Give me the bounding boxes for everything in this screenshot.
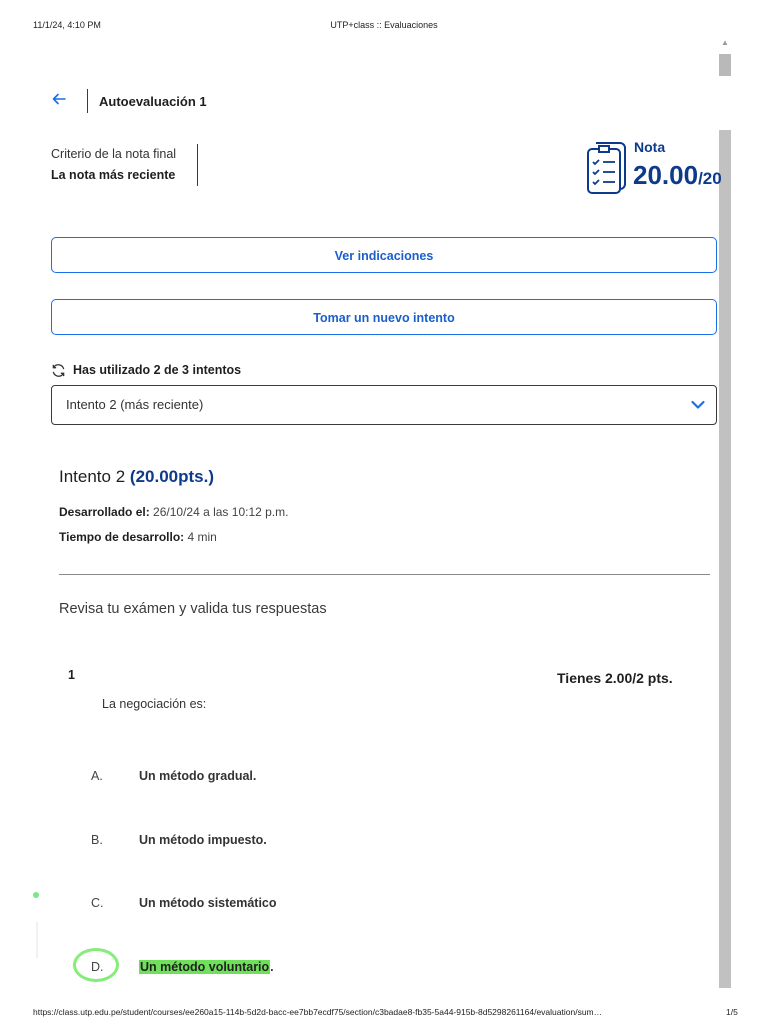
question-score: Tienes 2.00/2 pts. [557, 670, 673, 686]
print-page-title: UTP+class :: Evaluaciones [330, 20, 438, 30]
back-arrow-icon[interactable] [51, 91, 69, 109]
review-heading: Revisa tu exámen y valida tus respuestas [59, 601, 327, 617]
option-b-text: Un método impuesto. [139, 833, 267, 847]
print-datetime: 11/1/24, 4:10 PM [33, 20, 101, 30]
scrollbar-marker [719, 54, 731, 76]
criterio-separator [197, 144, 198, 186]
option-d-text [139, 960, 274, 974]
attempt-select-value[interactable]: Intento 2 (más reciente) [66, 397, 204, 412]
annotation-mark [36, 922, 38, 958]
header-separator [87, 89, 88, 113]
time-label: Tiempo de desarrollo: [59, 530, 185, 544]
scroll-up-arrow-icon[interactable]: ▲ [721, 38, 729, 47]
attempts-used-text: Has utilizado 2 de 3 intentos [73, 363, 242, 377]
option-d-suffix: . [270, 960, 274, 974]
developed-value: 26/10/24 a las 10:12 p.m. [149, 505, 289, 519]
option-a-letter: A. [91, 769, 103, 783]
option-d-letter: D. [91, 960, 104, 974]
option-b-letter: B. [91, 833, 103, 847]
scrollbar-thumb[interactable] [719, 130, 731, 988]
option-c-letter: C. [91, 896, 104, 910]
print-page-number: 1/5 [726, 1007, 738, 1017]
nota-score-max: /20 [698, 169, 722, 188]
page-title: Autoevaluación 1 [99, 94, 207, 109]
option-d-highlight: Un método voluntario [140, 960, 270, 974]
nota-score [633, 160, 722, 191]
option-c-text: Un método sistemático [139, 896, 277, 910]
attempt-title [59, 467, 214, 487]
attempt-points: (20.00pts.) [129, 467, 214, 486]
print-url: https://class.utp.edu.pe/student/courses/ee260a15-114b-5d2d-bacc-ee7bb7ecdf75/section/c3badae8-fb35-5a44-915b-8d5298261164/evaluation/sum… [33, 1007, 603, 1017]
clipboard-checklist-icon [584, 137, 630, 195]
annotation-dot [33, 892, 39, 898]
development-time [59, 530, 217, 544]
question-text: La negociación es: [102, 697, 207, 711]
developed-label: Desarrollado el: [59, 505, 150, 519]
tomar-nuevo-intento-button[interactable]: Tomar un nuevo intento [51, 299, 717, 335]
ver-indicaciones-button[interactable]: Ver indicaciones [51, 237, 717, 273]
developed-on [59, 505, 288, 519]
chevron-down-icon[interactable] [690, 398, 706, 412]
question-number: 1 [68, 668, 75, 682]
attempt-title-label: Intento 2 [59, 467, 126, 486]
criterio-label: Criterio de la nota final [51, 147, 177, 161]
time-value: 4 min [184, 530, 217, 544]
refresh-icon [51, 363, 66, 378]
criterio-value: La nota más reciente [51, 168, 176, 182]
nota-label: Nota [634, 139, 666, 155]
nota-score-value: 20.00 [633, 160, 699, 190]
section-divider [59, 574, 710, 575]
option-a-text: Un método gradual. [139, 769, 257, 783]
